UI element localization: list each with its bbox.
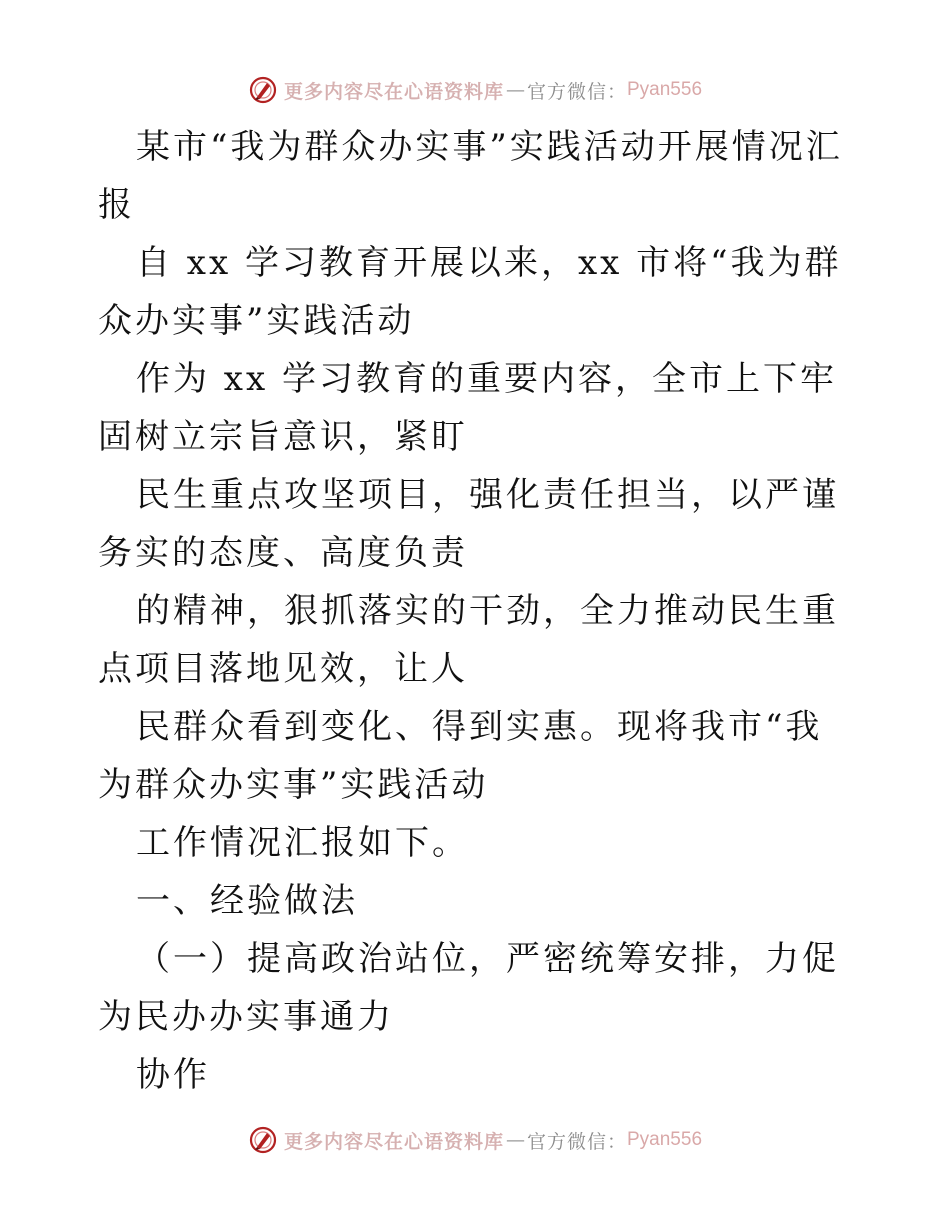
pen-nib-logo-icon (248, 75, 278, 105)
footer-watermark (0, 1120, 950, 1160)
watermark-dash: — (505, 1129, 525, 1151)
watermark-sub-text: 官方微信： (526, 1130, 627, 1153)
watermark-wechat-id: Pyan556 (627, 1129, 703, 1150)
pen-nib-logo-icon (248, 1125, 278, 1155)
header-watermark (0, 70, 950, 110)
watermark-main-text: 更多内容尽在心语资料库 (283, 1130, 504, 1153)
document-body (98, 118, 858, 1104)
paragraph: 作为 xx 学习教育的重要内容，全市上下牢固树立宗旨意识，紧盯 (98, 359, 837, 457)
paragraph: 工作情况汇报如下。 (136, 823, 469, 863)
subsection-heading: （一）提高政治站位，严密统筹安排，力促为民办办实事通力 (98, 939, 839, 1037)
section-heading: 一、经验做法 (136, 881, 358, 921)
watermark-dash: — (505, 79, 525, 101)
paragraph: 自 xx 学习教育开展以来，xx 市将“我为群众办实事”实践活动 (98, 243, 842, 341)
watermark-main-text: 更多内容尽在心语资料库 (283, 80, 504, 103)
paragraph: 民生重点攻坚项目，强化责任担当，以严谨务实的态度、高度负责 (98, 475, 839, 573)
paragraph: 民群众看到变化、得到实惠。现将我市“我为群众办实事”实践活动 (98, 707, 823, 805)
watermark-wechat-id: Pyan556 (627, 79, 703, 100)
document-title: 某市“我为群众办实事”实践活动开展情况汇报 (98, 127, 843, 225)
paragraph: 的精神，狠抓落实的干劲，全力推动民生重点项目落地见效，让人 (98, 591, 839, 689)
paragraph: 协作 (136, 1055, 210, 1095)
watermark-sub-text: 官方微信： (526, 80, 627, 103)
